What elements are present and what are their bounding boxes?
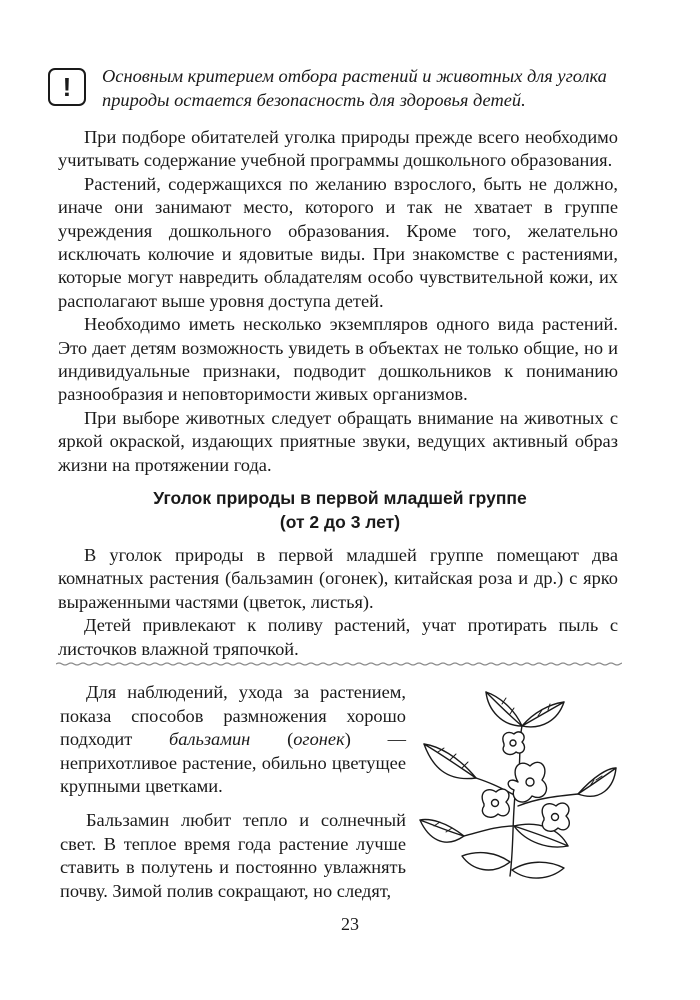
paragraph: При подборе обитателей уголка природы прежде всего необходимо учитывать содержание учебной программы дошкольного образования. [58, 127, 618, 171]
page-number: 23 [341, 914, 359, 934]
balsam-sidebar [60, 681, 406, 903]
note-line-1: Основным критерием отбора растений и животных для уголка [102, 66, 607, 86]
important-note [48, 64, 648, 116]
note-text [102, 64, 662, 112]
paragraph: Необходимо иметь несколько экземпляров одного вида растений. Это дает детям возможность увидеть в объектах не только общие, но и индивидуальные признаки, подводит дошкольников к пониманию разнообразия и неповторимости живых организмов. [58, 314, 618, 405]
section-title: Уголок природы в первой младшей группе [153, 488, 527, 508]
exclamation-icon: ! [48, 68, 86, 106]
section-age-range: (от 2 до 3 лет) [279, 512, 401, 532]
balsam-plant-drawing [418, 686, 618, 882]
paragraph: Детей привлекают к поливу растений, учат протирать пыль с листочков влажной тряпочкой. [58, 615, 618, 659]
plant-alias: огонек [293, 729, 345, 750]
paragraph: Растений, содержащихся по желанию взрослого, быть не должно, иначе они занимают место, которого и так не хватает в группе учреждения дошкольного образования. Кроме того, желательно исключать колючие и ядовитые виды. При знакомстве с растениями, которые могут навредить обладателям особо чувствительной кожи, их располагают выше уровня доступа детей. [58, 173, 618, 311]
section-text [58, 544, 618, 661]
sidebar-paragraph: Для наблюдений, ухода за растением, показа способов размножения хорошо подходит бальзамин (огонек) — неприхотливое растение, обильно цветущее крупными цветками. [60, 682, 406, 797]
sidebar-paragraph: Бальзамин любит тепло и солнечный свет. В теплое время года растение лучше ставить в полутень и постоянно увлажнять почву. Зимой полив сокращают, но следят, [60, 809, 406, 901]
section-heading [60, 486, 620, 534]
plant-name: бальзамин [169, 729, 251, 750]
wavy-divider [56, 660, 622, 668]
paragraph: В уголок природы в первой младшей группе помещают два комнатных растения (бальзамин (огонек), китайская роза и др.) с ярко выраженными частями (цветок, листья). [58, 545, 618, 612]
intro-text [58, 126, 618, 477]
note-line-2: природы остается безопасность для здоровья детей. [102, 90, 526, 110]
paragraph: При выборе животных следует обращать внимание на животных с яркой окраской, издающих приятные звуки, ведущих активный образ жизни на протяжении года. [58, 407, 618, 475]
